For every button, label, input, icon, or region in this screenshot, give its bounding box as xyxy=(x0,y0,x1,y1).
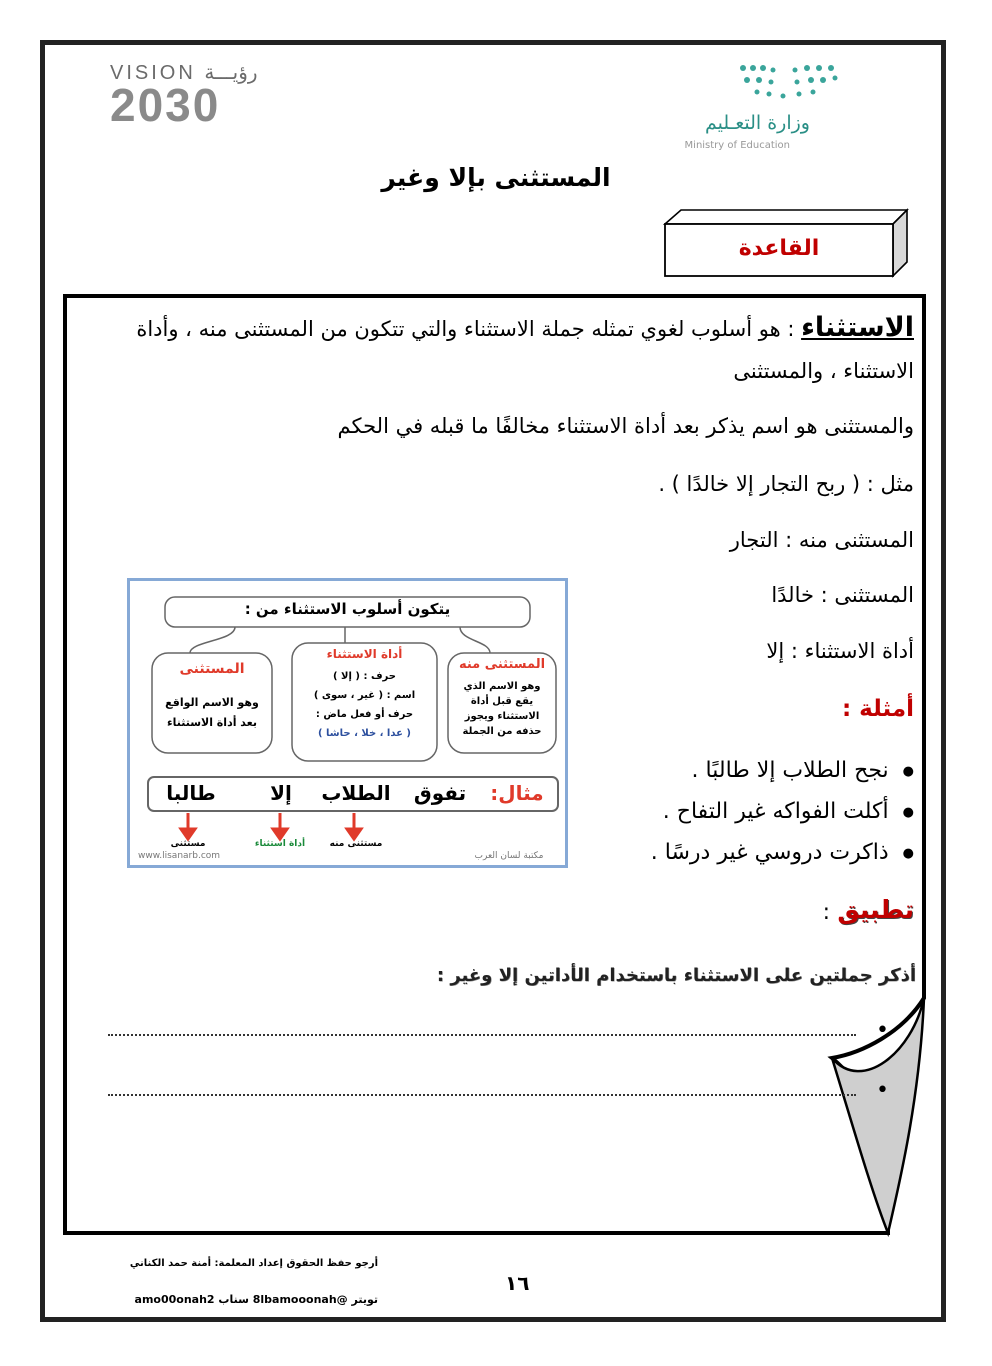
infographic-col-mid-title: أداة الاستثناء xyxy=(326,647,403,661)
infographic-site-url: www.lisanarb.com xyxy=(138,851,221,861)
application-instruction: أذكر جملتين على الاستثناء باستخدام الأداتين إلا وغير : xyxy=(436,965,916,986)
infographic-col-right-line: الاستثناء ويجوز xyxy=(464,711,540,722)
answer-bullet: • xyxy=(876,1018,889,1043)
infographic-col-mid-body xyxy=(292,667,437,743)
infographic-col-right-body xyxy=(448,679,556,739)
infographic-col-left-body xyxy=(152,693,272,733)
infographic-example-word: تفوق xyxy=(413,781,467,805)
infographic-example-label: مثال: xyxy=(490,781,544,805)
infographic-col-right-line: حذفه من الجملة xyxy=(462,726,542,737)
page-title: المستثنى بإلا وغير xyxy=(381,163,611,192)
definition-term: الاستثناء xyxy=(801,312,914,343)
footer-rights-note: أرجو حفظ الحقوق إعداد المعلمة: أمنة حمد الكناني xyxy=(129,1258,378,1269)
infographic-heading: يتكون أسلوب الاستثناء من : xyxy=(244,600,451,618)
infographic-col-mid-line: حرف أو فعل ماض : xyxy=(315,709,414,720)
infographic-site-name: مكتبة لسان العرب xyxy=(474,851,544,861)
ministry-name-en: Ministry of Education xyxy=(684,140,790,151)
page-number: ١٦ xyxy=(505,1271,530,1295)
infographic-col-right-line: يقع قبل أداة xyxy=(470,696,534,707)
infographic-example-word: الطلاب xyxy=(321,781,391,805)
infographic-col-mid-line: ( عدا ، خلا ، حاشا ) xyxy=(317,728,411,739)
examples-heading: أمثلة : xyxy=(841,696,914,722)
ministry-logo xyxy=(680,60,850,155)
adat-istithna: أداة الاستثناء : إلا xyxy=(766,639,914,663)
list-item: ● نجح الطلاب إلا طالبًا . xyxy=(651,752,914,793)
answer-bullet: • xyxy=(876,1078,889,1103)
application-colon: : xyxy=(822,900,830,925)
infographic-example-word: طالبا xyxy=(166,781,216,805)
infographic-col-right-line: وهو الاسم الذي xyxy=(463,681,541,692)
vision-2030-logo xyxy=(110,60,270,130)
list-item: ● أكلت الفواكه غير التفاح . xyxy=(651,793,914,834)
vision-logo-text: VISION رؤيـــة xyxy=(110,62,258,84)
example-sentence: مثل : ( ربح التجار إلا خالدًا ) . xyxy=(658,472,914,496)
infographic-col-mid-line: حرف : ( إلا ) xyxy=(333,671,396,682)
application-title: تطبيق xyxy=(837,895,914,924)
definition-text: : هو أسلوب لغوي تمثله جملة الاستثناء والتي تتكون من المستثنى منه ، وأداة xyxy=(136,317,802,341)
rule-label: القاعدة xyxy=(738,236,820,261)
infographic-col-mid-line: اسم : ( غير ، سوى ) xyxy=(313,690,416,701)
footer-social: تويتر @8lbamooonah سناب amo00onah2 xyxy=(134,1293,378,1306)
infographic-arrow-label: أداة استثناء xyxy=(254,839,306,849)
infographic-col-left-title: المستثنى xyxy=(179,661,245,677)
infographic-col-left-line: بعد أداة الاستثناء xyxy=(166,716,258,729)
ministry-name-ar: وزارة التعـليم xyxy=(704,112,810,134)
mustathna-minhu: المستثنى منه : التجار xyxy=(729,528,914,552)
answer-line-1[interactable] xyxy=(108,1034,856,1036)
definition-line-2: الاستثناء ، والمستثنى xyxy=(733,359,914,383)
infographic-col-left-line: وهو الاسم الواقع xyxy=(165,696,259,709)
mustathna: المستثنى : خالدًا xyxy=(771,583,914,607)
vision-logo-year: 2030 xyxy=(110,79,221,131)
infographic-example-word: إلا xyxy=(270,781,292,805)
infographic-col-right-title: المستثنى منه xyxy=(458,657,546,672)
infographic-arrow-label: مستثنى xyxy=(170,839,206,849)
ministry-dots-icon xyxy=(735,60,845,105)
definition-line-3: والمستثنى هو اسم يذكر بعد أداة الاستثناء مخالفًا ما قبله في الحكم xyxy=(337,414,914,438)
istithna-infographic xyxy=(127,578,568,868)
examples-list xyxy=(651,752,914,875)
infographic-arrow-label: مستثنى منه xyxy=(329,839,383,849)
answer-line-2[interactable] xyxy=(108,1094,856,1096)
rule-box xyxy=(663,208,909,278)
list-item: ● ذاكرت دروسي غير درسًا . xyxy=(651,834,914,875)
definition-line-1 xyxy=(136,312,914,343)
